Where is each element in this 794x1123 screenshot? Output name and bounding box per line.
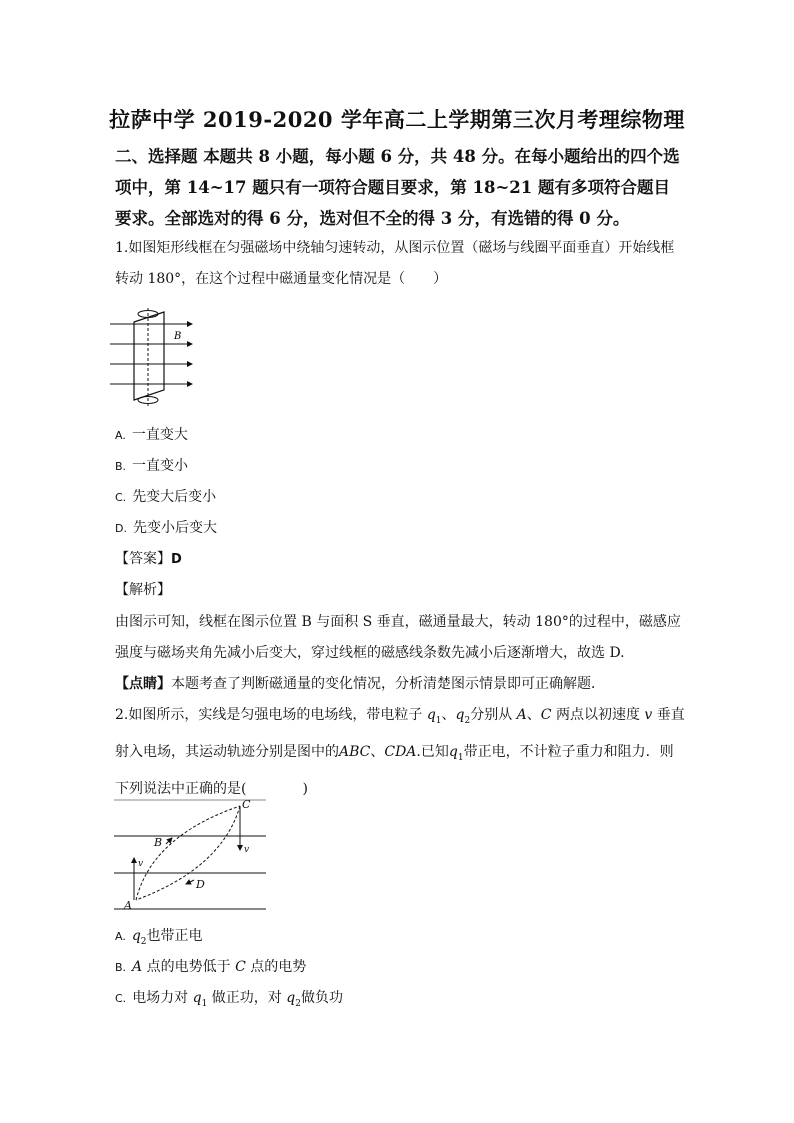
section-header: 二、选择题 本题共 8 小题，每小题 6 分，共 48 分。在每小题给出的四个选项中，第 14~17 题只有一项符合题目要求，第 18~21 题有多项符合题目要求。全部选对的得 6 分，选对但不全的得 3 分，有选错的得 0 分。 bbox=[115, 147, 680, 228]
velocity-label-c: v bbox=[244, 845, 250, 855]
q2-electric-field-figure bbox=[112, 796, 268, 914]
field-label: B bbox=[174, 331, 182, 342]
q1-stem: 1.如图矩形线框在匀强磁场中绕轴匀速转动，从图示位置（磁场与线圈平面垂直）开始线框转动 180°，在这个过程中磁通量变化情况是（ ） bbox=[115, 240, 675, 287]
direction-arrow-d bbox=[186, 880, 194, 884]
q1-option-c: C. 先变大后变小 bbox=[115, 489, 217, 505]
point-b-label: B bbox=[154, 836, 163, 849]
trajectory-abc bbox=[136, 806, 240, 900]
velocity-label-a: v bbox=[138, 859, 144, 869]
q1-answer: 【答案】D bbox=[115, 551, 182, 567]
q2-option-c: C. 电场力对 $q_1$ 做正功，对 $q_2$做负功 bbox=[115, 990, 343, 1009]
coil-frame bbox=[134, 312, 164, 400]
point-a-label: A bbox=[124, 899, 132, 912]
q1-option-d: D. 先变小后变大 bbox=[115, 520, 217, 536]
trajectory-cda bbox=[136, 806, 240, 900]
q2-option-b: B. A 点的电势低于 C 点的电势 bbox=[115, 959, 307, 975]
q1-comment: 【点睛】本题考查了判断磁通量的变化情况，分析清楚图示情景即可正确解题． bbox=[115, 676, 605, 692]
page-title: 拉萨中学 2019-2020 学年高二上学期第三次月考理综物理 bbox=[109, 107, 685, 132]
point-c-label: C bbox=[242, 798, 251, 811]
q1-analysis: 由图示可知，线框在图示位置 B 与面积 S 垂直，磁通量最大，转动 180°的过程中，磁感应强度与磁场夹角先减小后变大，穿过线框的磁感线条数先减小后逐渐增大，故选 D. bbox=[115, 614, 681, 661]
q2-stem: 2.如图所示，实线是匀强电场的电场线，带电粒子 $q_1$、$q_2$分别从 A、C 两点以初速度 v 垂直射入电场，其运动轨迹分别是图中的ABC、CDA.已知$q_1$带正电，不计粒子重力和阻力．则下列说法中正确的是( ) bbox=[115, 707, 685, 797]
q2-option-a: A. $q_2$也带正电 bbox=[115, 928, 203, 947]
point-d-label: D bbox=[196, 878, 205, 891]
q1-analysis-tag: 【解析】 bbox=[115, 582, 171, 598]
q1-rotating-coil-figure bbox=[108, 308, 198, 408]
q1-option-a: A. 一直变大 bbox=[115, 427, 188, 443]
q1-option-b: B. 一直变小 bbox=[115, 458, 189, 474]
